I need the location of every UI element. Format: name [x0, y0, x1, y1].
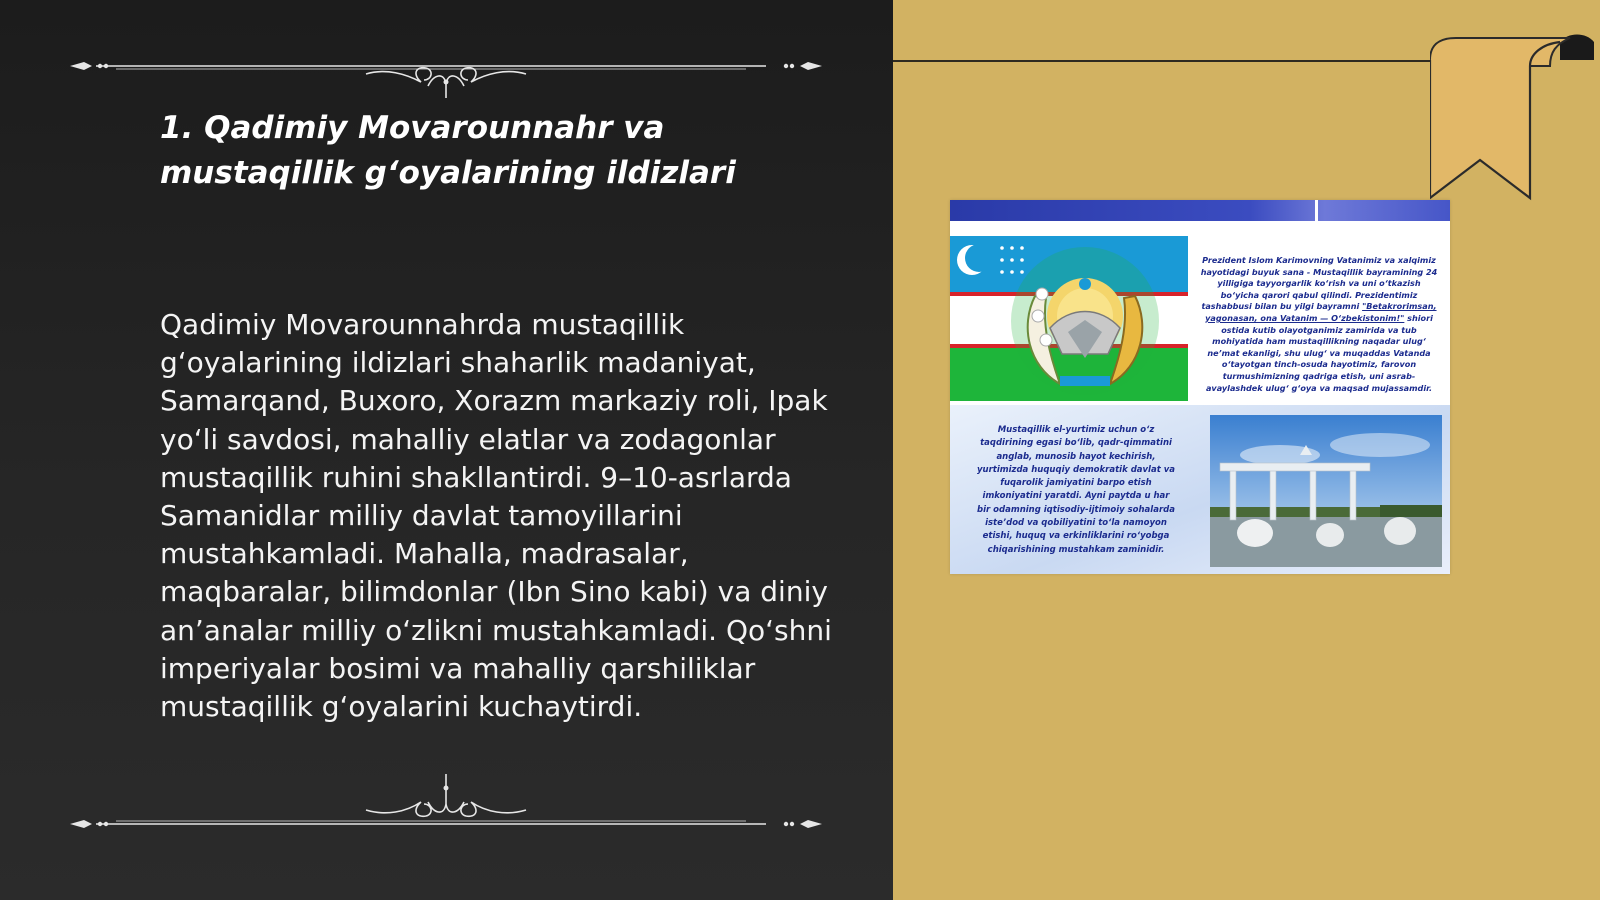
uzbekistan-flag-emblem: [950, 236, 1188, 401]
independence-square-photo: [1210, 415, 1442, 567]
bottom-ornament-icon: [66, 772, 826, 832]
state-emblem-icon: [1011, 247, 1159, 395]
divider-line: [893, 60, 1448, 62]
bookmark-icon: [1430, 30, 1600, 210]
slide-title: 1. Qadimiy Movarounnahr va mustaqillik g‘oyalarining ildizlari: [160, 110, 736, 191]
poster-top-band: [950, 200, 1450, 221]
slide-body-text: Qadimiy Movarounnahrda mustaqillik g‘oyalarining ildizlari shaharlik madaniyat, Samarqand, Buxoro, Xorazm markaziy roli, Ipak yo‘li savdosi, mahalliy elatlar va zodagonlar mustaqillik ruhini shakllantirdi. 9–10-asrlarda Samanidlar milliy davlat tamoyillarini mustahkamladi. Mahalla, madrasalar, maqbaralar, bilimdonlar (Ibn Sino kabi) va diniy an’analar milliy o‘zlikni mustahkamladi. Qo‘shni imperiyalar bosimi va mahalliy qarshiliklar mustaqillik g‘oyalarini kuchaytirdi.: [160, 308, 832, 724]
poster-text-top: Prezident Islom Karimovning Vatanimiz va xalqimiz hayotidagi buyuk sana - Mustaqillik bayramining 24 yilligiga tayyorgarlik ko‘rish va uni o‘tkazish bo‘yicha qarori qabul qilindi. Prezidentimiz tashabbusi bilan bu yilgi bayramni "Betakrorimsan, yagonasan, ona Vatanim — O‘zbekistonim!" shiori ostida kutib olayotganimiz zamirida va tub mohiyatida ham mustaqillikning naqadar ulug‘ ne’mat ekanligi, shu ulug‘ va muqaddas Vatanda o‘tayotgan tinch-osuda hayotimiz, farovon turmushimizning qadriga etish, uni asrab-avaylashdek ulug‘ g‘oya va maqsad mujassamdir.: [1200, 255, 1438, 393]
top-ornament-icon: [66, 38, 826, 98]
poster-text-bottom: Mustaqillik el-yurtimiz uchun o‘z taqdirining egasi bo‘lib, qadr-qimmatini anglab, munosib hayot kechirish, yurtimizda huquqiy demokratik davlat va fuqarolik jamiyatini barpo etish imkoniyatini yaratdi. Ayni paytda u har bir odamning iqtisodiy-ijtimoiy sohalarda iste’dod va qobiliyatini to‘la namoyon etishi, huquq va erkinliklarini ro‘yobga chiqarishining mustahkam zaminidir.: [976, 425, 1176, 555]
poster-image: [950, 200, 1450, 574]
